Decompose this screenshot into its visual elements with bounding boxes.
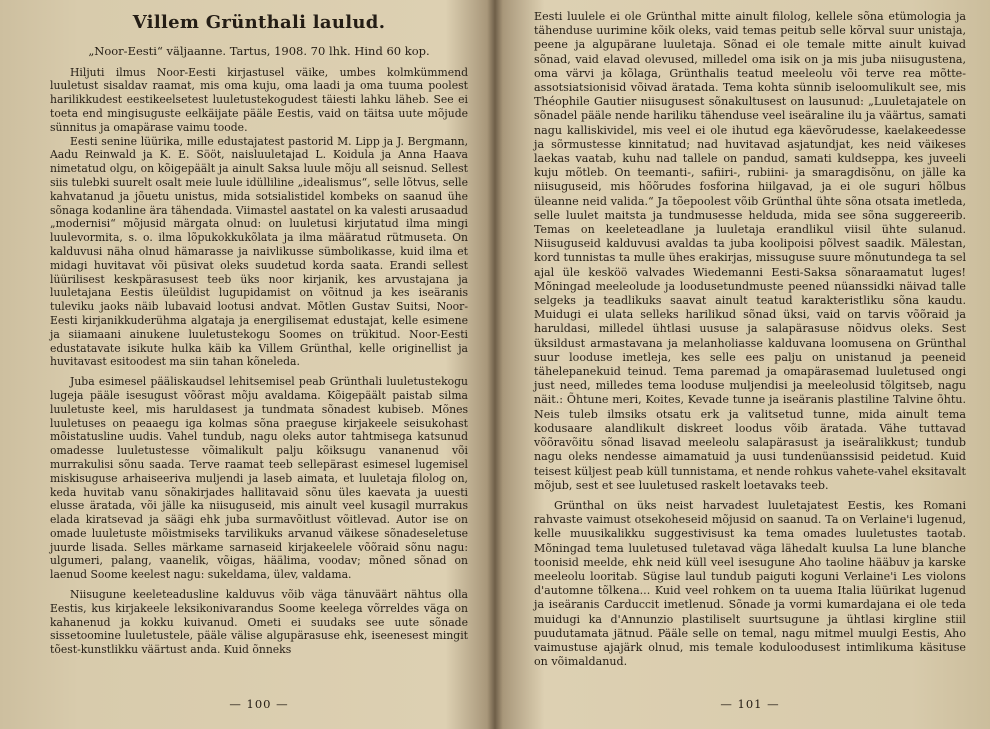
- right-page: [498, 0, 990, 729]
- paragraph-continued: Eesti luulele ei ole Grünthal mitte ainult filolog, kellele sõna etümologia ja tähenduse uurimine kõik oleks, vaid temas peitub selle kõrval suur unistaja, peene ja algupärane luuletaja. Sõnad ei ole temale mitte ainult kuivad sõnad, vaid elavad olevused, milledel oma isik on ja mis juba niisugustena, oma värvi ja kõlaga, Grünthalis teatud meeleolu või terve rea mõtte-assotsiatsionisid võivad äratada. Tema kohta sünnib iseloomulikult see, mis Théophile Gautier niisugusest sõnakultusest on lausunud: „Luuletajatele on sõnadel pääle nende hariliku tähenduse veel iseäraline ilu ja väärtus, samati nagu kalliskividel, mis veel ei ole ihutud ega käevõrudesse, kaelakeedesse ja sõrmustesse kinnitatud; nad huvitavad asjatundjat, kes neid väikeses laekas vaatab, kuhu nad tallele on pandud, samati kuldseppa, kes juveeli kuju mõtleb. On teemanti-, safiiri-, rubiini- ja smaragdisõnu, on jälle ka niisuguseid, mis hõõrudes fosforina hiilgavad, ja ei ole suguri hõlbus üleanne neid valida.“ Ja tõepoolest võib Grünthal ühte sõna otsata imetleda, selle luulet maitsta ja tundmusesse helduda, mida see sõna suggereerib. Temas on keeleteadlane ja luuletaja erandlikul viisil ühte sulanud. Niisuguseid kalduvusi avaldas ta juba koolipoisi põlvest saadik. Mälestan, kord tunnistas ta mulle ühes erakirjas, missuguse suure mõnutundega ta sel ajal üle kesköö valvades Wiedemanni Eesti-Saksa sõnaraamatut luges! Mõningad meeleolude ja loodusetundmuste peened nüanssidki näivad talle selgeks ja teadlikuks saavat ainult teatud karakteristliku sõna kaudu. Muidugi ei ulata selleks harilikud sõnad üksi, vaid on tarvis võõraid ja haruldasi, milledel ühtlasi uususe ja salapärasuse nõidvus oleks. Sest üksildust armastavana ja melanholiasse kalduvana loomusena on Grünthal suur looduse imetleja, kes selle ees palju on unistanud ja peeneid tähelepanekuid teinud. Tema paremad ja omapärasemad luuletused ongi just need, milledes tema looduse muljendisi ja meeleolusid tõlgitseb, nagu näit.: Õhtune meri, Koites, Kevade tunne ja iseäranis plastiline Talvine õhtu. Neis tuleb ilmsiks otsatu erk ja valitsetud tunne, mida ainult tema kodusaare alandlikult diskreet loodus võib äratada. Vähe tuttavad võõravõitu sõnad lisavad meeleolu salapärasust ja iseäralikkust; tundub nagu oleks nendesse aimamatuid ja uusi tundenüanssisid peidetud. Kuid teisest küljest peab küll tunnistama, et nende rohkus vahete-vahel eksitavalt mõjub, sest et see luuletused raskelt loetavaks teeb.: [534, 10, 966, 492]
- paragraph-5: Grünthal on üks neist harvadest luuletajatest Eestis, kes Romani rahvaste vaimust otsekoheseid mõjusid on saanud. Ta on Verlaine'i lugenud, kelle muusikalikku suggestivisust ka tema omades luuletustes taotab. Mõningad tema luuletused tuletavad väga lähedalt kuulsa La lune blanche toonisid meelde, ehk neid küll veel isesugune Aho taoline hääbuv ja karske meeleolu looritab. Sügise laul tundub paiguti koguni Verlaine'i Les violons d'automne tõlkena... Kuid veel rohkem on ta uuema Italia lüürikat lugenud ja iseäranis Carduccit imetlenud. Sõnade ja vormi kumardajana ei ole teda muidugi ka d'Annunzio plastiliselt suurtsugune ja ühtlasi kirgline stiil puudutamata jätnud. Pääle selle on temal, nagu mitmel muulgi Eestis, Aho vaimustuse ajajärk olnud, mis temale koduloodusest intimlikuma käsituse on võimaldanud.: [534, 498, 966, 669]
- page-number-left: — 100 —: [229, 697, 289, 711]
- page-number-right: — 101 —: [720, 697, 780, 711]
- paragraph-2: Eesti senine lüürika, mille edustajatest pastorid M. Lipp ja J. Bergmann, Aadu Reinwald ja K. E. Sööt, naisluuletajad L. Koidula ja Anna Haava nimetatud olgu, on kõigepäält ja ainult Saksa luule mõju all seisnud. Sellest siis tulebki suurelt osalt meie luule idülliline „idealismus“, selle lõtvus, selle kahvatanud ja jõuetu unistus, mida sotsialistidel kombeks on saanud ühe sõnaga kodanline ära tähendada. Viimastel aastatel on ka valesti arusaadud „modernisi“ mõjusid märgata olnud: on luuletusi kirjutatud ilma mingi luulevormita, s. o. ilma lõpukokkukõlata ja ilma määratud rütmuseta. On kalduvusi näha olnud hämarasse ja naivlikusse sümbolikasse, kuid ilma et midagi huvitavat või püsivat oleks suudetud korda saata. Erandi sellest lüürilisest keskpärasusest teeb üks noor kirjanik, kes arvustajana ja luuletajana Eestis üleüldist lugupidamist on võitnud ja kes iseäranis tuleviku jaoks näib lubavaid lootusi andvat. Mõtlen Gustav Suitsi, Noor-Eesti kirjanikkuderühma algataja ja energilisemat edustajat, kelle esimene ja siiamaani ainukene luuletustekogu Soomes on trükitud. Noor-Eesti edustatavate isikute hulka käib ka Villem Grünthal, kelle originellist ja huvitavast esitoodest ma siin tahan kõneleda.: [50, 134, 468, 369]
- publication-info: „Noor-Eesti“ väljaanne. Tartus, 1908. 70 lhk. Hind 60 kop.: [88, 43, 430, 58]
- article-title: Villem Grünthali laulud.: [132, 12, 386, 33]
- paragraph-3: Juba esimesel pääliskaudsel lehitsemisel peab Grünthali luuletustekogu lugeja pääle isesugust võõrast mõju avaldama. Kõigepäält paistab silma luuletuste keel, mis haruldasest ja tundmata sõnadest kubiseb. Mõnes luuletuses on peaaegu iga kolmas sõna praeguse kirjakeele seisukohast mõistatusline uudis. Vahel tundub, nagu oleks autor tahtmisega katsunud omadesse luuletustesse võimalikult palju kõiksugu vananenud või murrakulisi sõnu saada. Terve raamat teeb sellepärast esimesel lugemisel miskisuguse arhaiseeriva muljendi ja laseb aimata, et luuletaja filolog on, keda huvitab vanu sõnakirjades hallitavaid sõnu üles kaevata ja uuesti elusse äratada, või jälle ka niisuguseid, mis ainult veel kusagil murrakus elada kiratsevad ja säägi ehk juba surmavõitlust võitlevad. Autor ise on omade luuletuste mõistmiseks tarvilikuks arvanud väikese sõnadeseletuse juurde lisada. Selles märkame sarnaseid kirjakeelele võõraid sõnu nagu: ulgumeri, palang, vaanelik, võigas, häälima, voodav; mõned sõnad on laenud Soome keelest nagu: sukeldama, ülev, valdama.: [50, 375, 468, 582]
- paragraph-4: Niisugune keeleteadusline kalduvus võib väga tänuväärt nähtus olla Eestis, kus kirjakeele leksikonivarandus Soome keelega võrreldes väga on kahanenud ja kokku kuivanud. Ometi ei suudaks see uute sõnade sissetoomine luuletustele, pääle välise algupärasuse ehk, iseenesest mingit tõest-kunstlikku väärtust anda. Kuid õnneks: [50, 588, 468, 657]
- left-page: [0, 0, 490, 729]
- paragraph-1: Hiljuti ilmus Noor-Eesti kirjastusel väike, umbes kolmkümmend luuletust sisaldav raamat, mis oma kuju, oma laadi ja oma tuuma poolest harilikkudest eestikeelsetest luuletustekogudest täiesti lahku läheb. See ei toeta end mingisuguste eelkäijate pääle Eestis, vaid on täitsa uute mõjude sünnitus ja omapärase vaimu toode.: [50, 65, 468, 134]
